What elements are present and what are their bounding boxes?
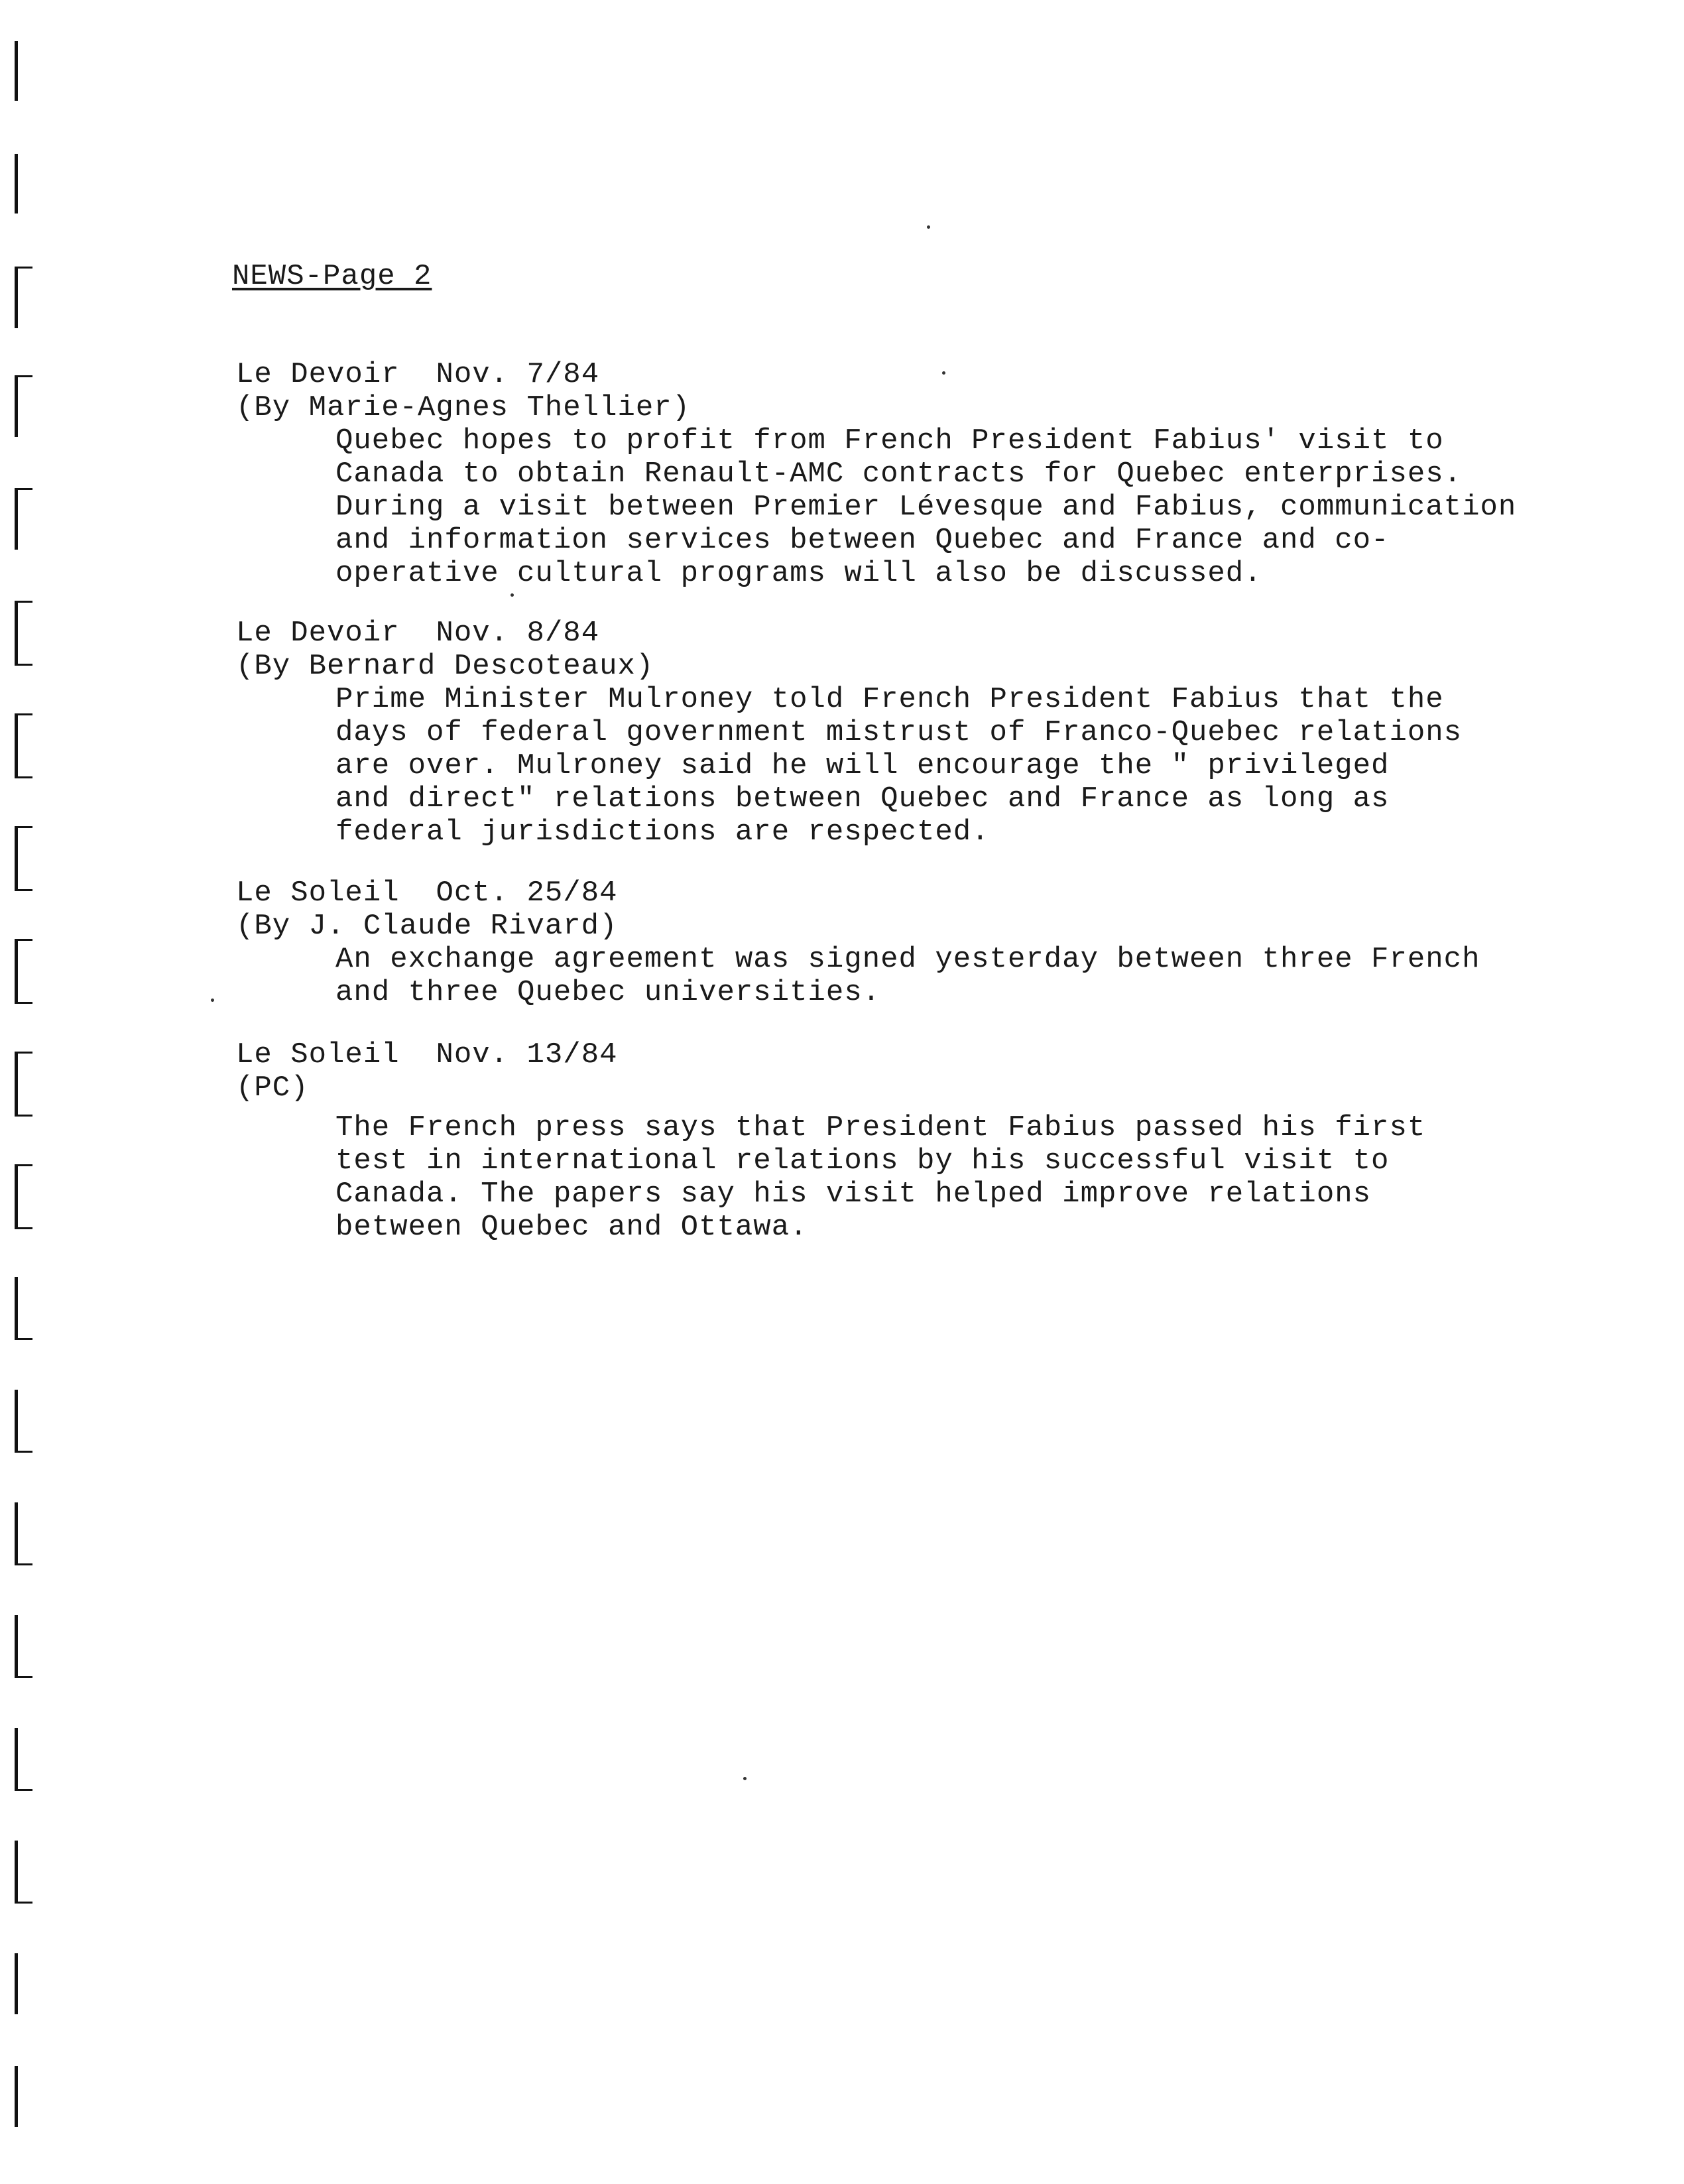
binder-mark (15, 154, 32, 213)
entry-source: Le Soleil (236, 877, 400, 910)
binder-mark (15, 1841, 32, 1904)
entry-body: The French press says that President Fabius passed his first test in international relations by his successful visit to Canada. The papers say his visit helped improve relations between Quebec and Ottawa. (335, 1111, 1426, 1244)
entry-body: An exchange agreement was signed yesterday between three French and three Quebec universities. (335, 943, 1480, 1009)
binder-mark (15, 1390, 32, 1453)
entry-source-line (236, 877, 1635, 910)
binder-mark (15, 939, 32, 1004)
binder-mark (15, 1953, 32, 2014)
scan-speck (927, 225, 930, 229)
entry-author: (By J. Claude Rivard) (236, 910, 618, 943)
scan-speck (743, 1777, 747, 1780)
binder-mark (15, 826, 32, 891)
entry-author: (By Bernard Descoteaux) (236, 650, 654, 683)
binder-mark (15, 41, 32, 101)
entry-author: (PC) (236, 1071, 309, 1105)
scan-speck (511, 593, 514, 597)
binder-mark (15, 1728, 32, 1791)
entry-source: Le Devoir (236, 358, 400, 391)
news-entry (236, 358, 1635, 590)
page-label: NEWS-Page 2 (232, 260, 432, 293)
binder-mark (15, 267, 32, 328)
scan-speck (211, 999, 214, 1002)
entry-date: Nov. 7/84 (436, 358, 600, 391)
entry-date: Nov. 8/84 (436, 617, 600, 650)
entry-source: Le Soleil (236, 1038, 400, 1071)
entry-body: Prime Minister Mulroney told French President Fabius that the days of federal government mistrust of Franco-Quebec relations are over. Mulroney said he will encourage the " privileged and direct" relations between Quebec and France as long as federal jurisdictions are respected. (335, 683, 1463, 849)
binder-mark (15, 1164, 32, 1229)
news-entry (236, 1038, 1635, 1244)
entry-date: Oct. 25/84 (436, 877, 618, 910)
entry-source-line (236, 1038, 1635, 1071)
binder-mark (15, 2066, 32, 2127)
binder-mark (15, 488, 32, 550)
news-entry (236, 877, 1635, 1009)
binder-mark (15, 601, 32, 666)
binder-mark (15, 1615, 32, 1678)
entry-source-line (236, 358, 1635, 391)
news-entry (236, 617, 1635, 849)
entry-source: Le Devoir (236, 617, 400, 650)
entry-date: Nov. 13/84 (436, 1038, 618, 1071)
binder-mark (15, 1502, 32, 1565)
entry-source-line (236, 617, 1635, 650)
binder-mark (15, 1277, 32, 1340)
binder-mark (15, 713, 32, 778)
entry-body: Quebec hopes to profit from French President Fabius' visit to Canada to obtain Renault-AMC contracts for Quebec enterprises. During a visit between Premier Lévesque and Fabius, communication and information services between Quebec and France and co- operative cultural programs will also be discussed. (335, 424, 1517, 590)
binder-mark (15, 375, 32, 437)
entry-author: (By Marie-Agnes Thellier) (236, 391, 691, 424)
binder-mark (15, 1052, 32, 1117)
